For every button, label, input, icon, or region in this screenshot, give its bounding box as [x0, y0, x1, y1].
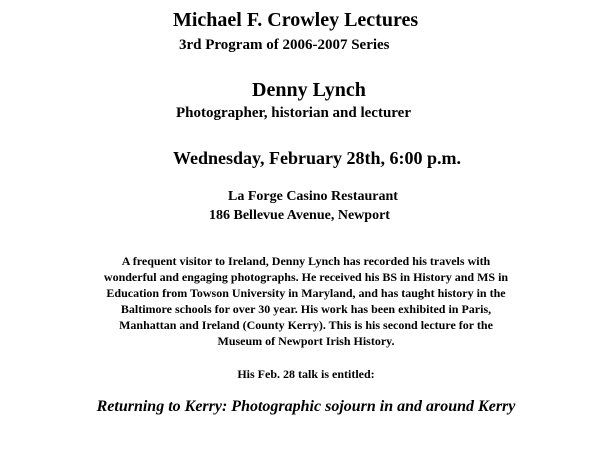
speaker-name: Denny Lynch: [252, 79, 366, 101]
venue-address: 186 Bellevue Avenue, Newport: [209, 208, 390, 223]
venue-name: La Forge Casino Restaurant: [228, 189, 398, 204]
bio-line: Manhattan and Ireland (County Kerry). This is his second lecture for the: [119, 318, 493, 332]
bio-line: A frequent visitor to Ireland, Denny Lynch has recorded his travels with: [121, 254, 491, 268]
bio-line: wonderful and engaging photographs. He received his BS in History and MS in: [103, 270, 509, 284]
bio-line: Baltimore schools for over 30 year. His work has been exhibited in Paris,: [120, 302, 492, 316]
speaker-role: Photographer, historian and lecturer: [176, 105, 411, 121]
program-subtitle: 3rd Program of 2006-2007 Series: [179, 37, 390, 53]
bio-line: Museum of Newport Irish History.: [217, 334, 395, 348]
event-datetime: Wednesday, February 28th, 6:00 p.m.: [173, 148, 462, 168]
talk-title: Returning to Kerry: Photographic sojourn in and around Kerry: [96, 398, 516, 415]
talk-intro: His Feb. 28 talk is entitled:: [237, 367, 375, 381]
speaker-bio: [50, 253, 562, 349]
bio-line: Education from Towson University in Maryland, and has taught history in the: [106, 286, 506, 300]
series-title: Michael F. Crowley Lectures: [173, 9, 419, 31]
